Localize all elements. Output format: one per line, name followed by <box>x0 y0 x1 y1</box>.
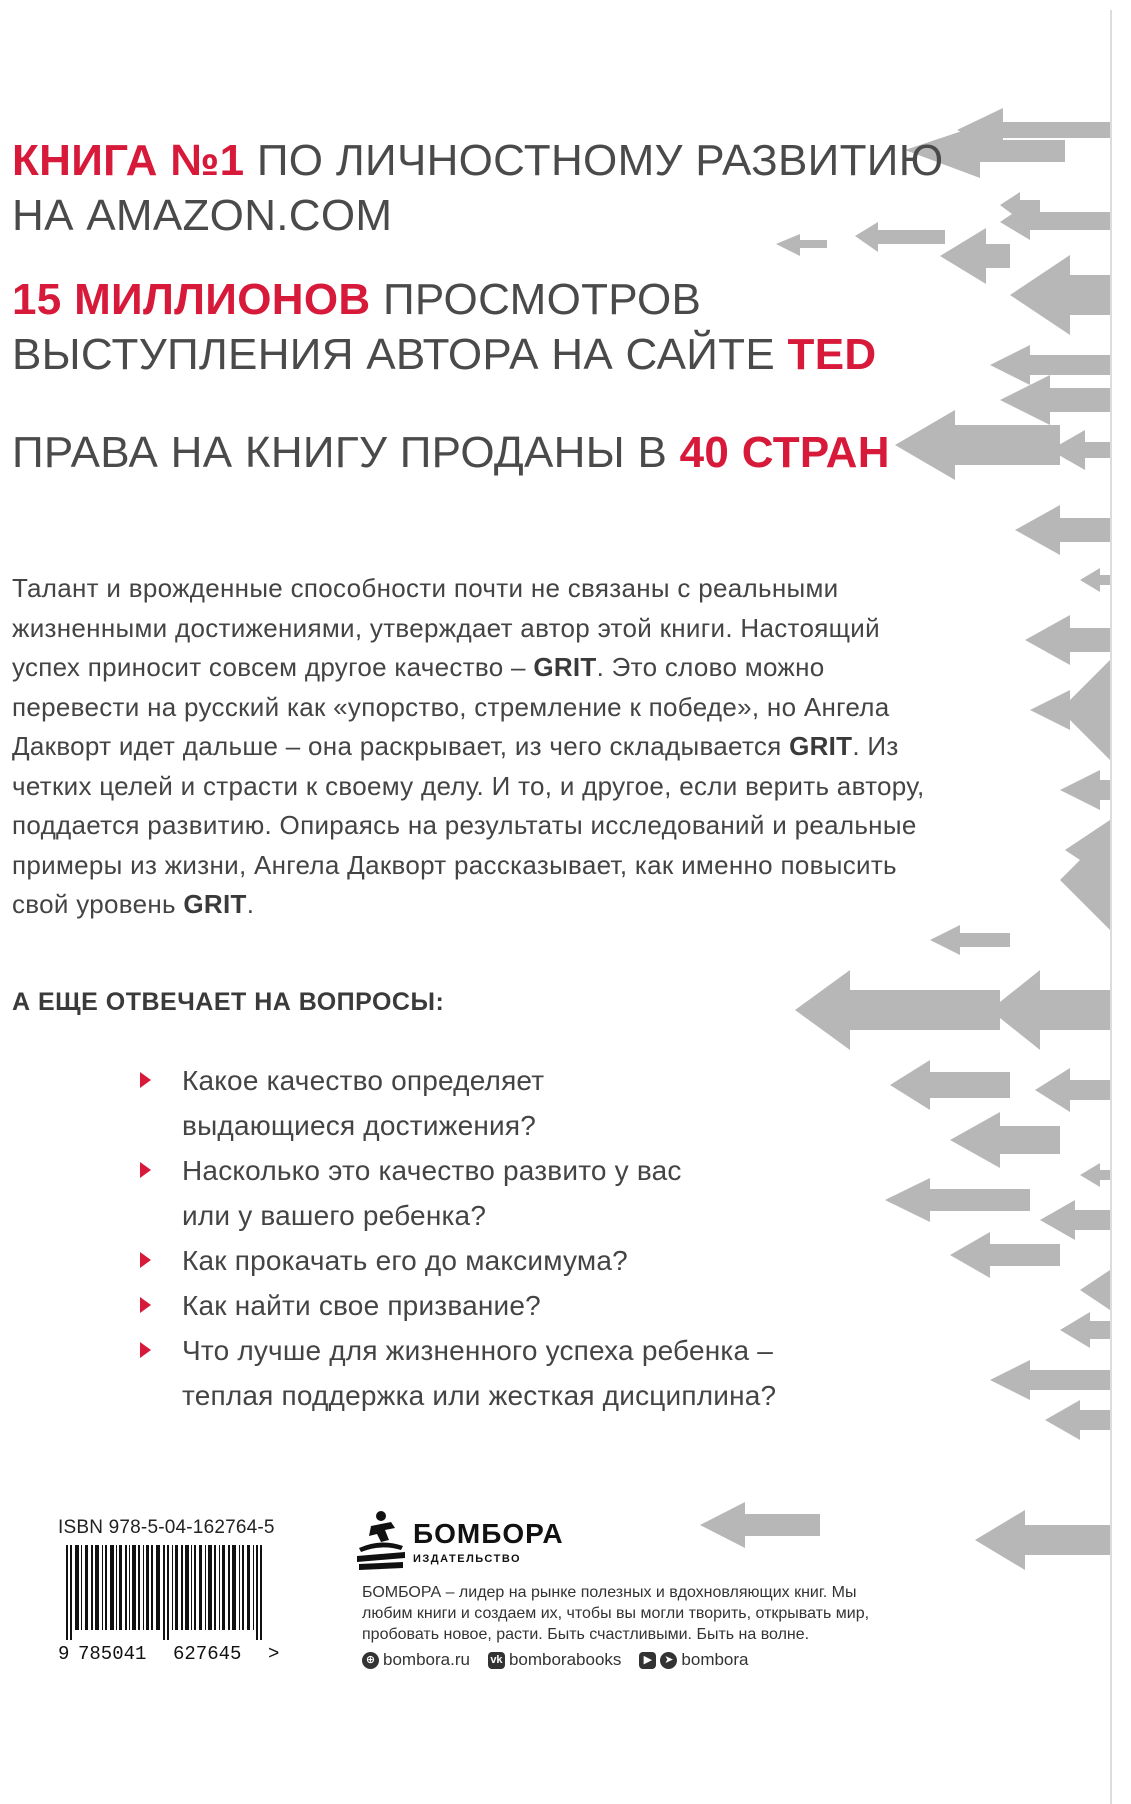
headline-accent: КНИГА №1 <box>12 136 245 185</box>
vk-link[interactable]: vk bomborabooks <box>488 1650 621 1670</box>
headline-views <box>12 272 876 382</box>
barcode-icon <box>58 1545 308 1665</box>
bullet-triangle-icon <box>140 1252 151 1268</box>
barcode-digit: 785041 <box>78 1643 147 1665</box>
barcode-digit: 627645 <box>173 1643 242 1665</box>
publisher-description: БОМБОРА – лидер на рынке полезных и вдохновляющих книг. Мы любим книги и создаем их, чтобы вы могли творить, открывать мир, пробовать новое, расти. Быть счастливыми. Быть на волне. <box>362 1584 870 1643</box>
grit-emphasis: GRIT <box>533 652 597 682</box>
headline-accent: 15 МИЛЛИОНОВ <box>12 275 371 324</box>
headline-bestseller <box>12 133 943 243</box>
headline-text: ВЫСТУПЛЕНИЯ АВТОРА НА САЙТЕ <box>12 330 788 379</box>
bullet-triangle-icon <box>140 1342 151 1358</box>
headline-accent: TED <box>787 330 877 379</box>
website-link[interactable]: ⊕ bombora.ru <box>362 1650 470 1670</box>
headline-text: ПО ЛИЧНОСТНОМУ РАЗВИТИЮ <box>244 136 944 185</box>
publisher-sub: ИЗДАТЕЛЬСТВО <box>413 1553 522 1565</box>
list-item: Что лучше для жизненного успеха ребенка – теплая поддержка или жесткая дисциплина? <box>138 1328 898 1418</box>
publisher-logo <box>355 1508 575 1578</box>
surfer-logo-icon <box>355 1508 407 1572</box>
publisher-name: БОМБОРА <box>413 1518 564 1549</box>
isbn-barcode-block <box>58 1517 280 1665</box>
grit-emphasis: GRIT <box>789 731 853 761</box>
list-item: Насколько это качество развито у вас или у вашего ребенка? <box>138 1148 898 1238</box>
grit-emphasis: GRIT <box>183 889 247 919</box>
publisher-links <box>362 1650 749 1670</box>
telegram-icon: ➤ <box>660 1652 677 1669</box>
headline-rights <box>12 425 890 480</box>
list-item: Какое качество определяет выдающиеся достижения? <box>138 1058 898 1148</box>
book-description: Талант и врожденные способности почти не связаны с реальными жизненными достижениями, утверждает автор этой книги. Настоящий успех приносит совсем другое качество – GRIT. Это слово можно перевести на русский как «упорство, стремление к победе», но Ангела Дакворт идет дальше – она раскрывает, из чего складывается GRIT. Из четких целей и страсти к своему делу. И то, и другое, если верить автору, поддается развитию. Опираясь на результаты исследований и реальные примеры из жизни, Ангела Дакворт рассказывает, как именно повысить свой уровень GRIT. <box>12 573 925 919</box>
list-item: Как прокачать его до максимума? <box>138 1238 898 1283</box>
isbn-label: ISBN 978-5-04-162764-5 <box>58 1517 275 1538</box>
barcode-digit: > <box>268 1643 280 1665</box>
bullet-triangle-icon <box>140 1072 151 1088</box>
headline-text: ПРОСМОТРОВ <box>370 275 702 324</box>
youtube-icon: ▶ <box>639 1652 656 1669</box>
bullet-triangle-icon <box>140 1162 151 1178</box>
questions-list <box>138 1058 898 1418</box>
barcode-digit: 9 <box>58 1643 70 1665</box>
questions-title: А ЕЩЕ ОТВЕЧАЕТ НА ВОПРОСЫ: <box>12 988 445 1016</box>
headline-text: НА AMAZON.COM <box>12 191 393 240</box>
bullet-triangle-icon <box>140 1297 151 1313</box>
headline-text: ПРАВА НА КНИГУ ПРОДАНЫ В <box>12 428 680 477</box>
list-item: Как найти свое призвание? <box>138 1283 898 1328</box>
globe-icon: ⊕ <box>362 1652 379 1669</box>
social-link[interactable]: ▶ ➤ bombora <box>639 1650 748 1670</box>
vk-icon: vk <box>488 1652 505 1669</box>
headline-accent: 40 СТРАН <box>679 428 890 477</box>
